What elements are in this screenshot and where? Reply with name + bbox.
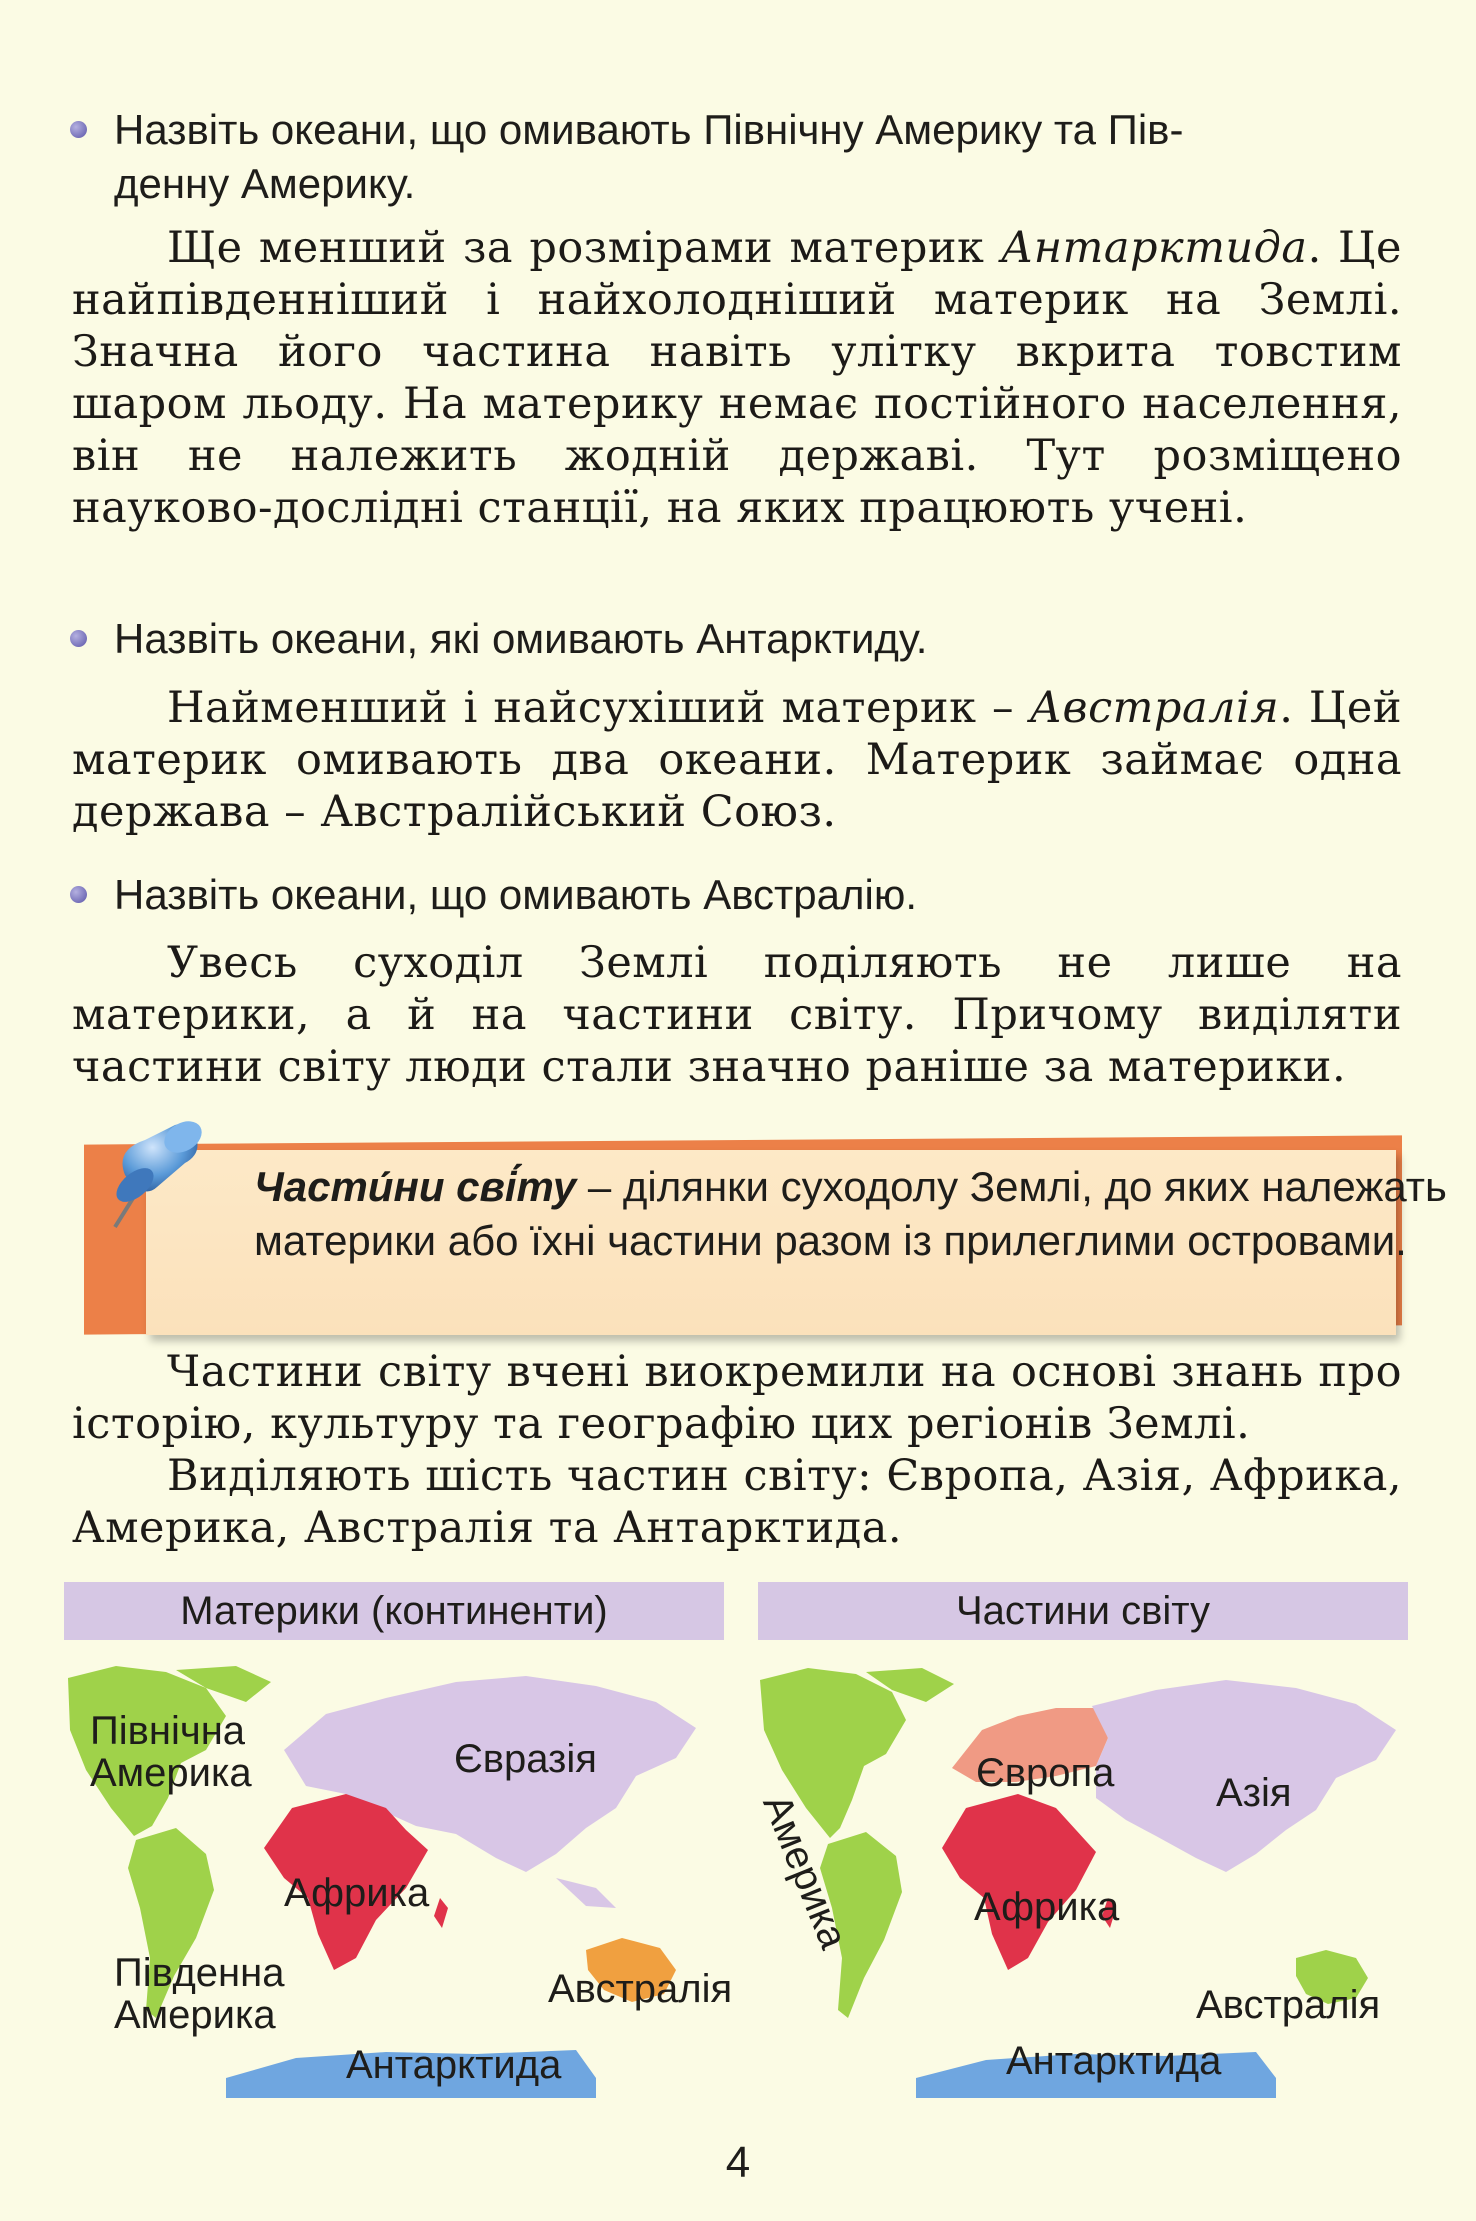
- paragraph-2-rest: . Цей материк омивають два океани. Материк займає одна держава – Австралійський Союз.: [72, 683, 1402, 837]
- label-north-america-2: Америка: [90, 1751, 252, 1795]
- label-antarctica: Антарктида: [1006, 2039, 1222, 2083]
- paragraph-3-text: Увесь суходіл Землі поділяють не лише на материки, а й на частини світу. Причому виділяти частини світу люди стали значно раніше за материки.: [72, 938, 1402, 1092]
- definition-term: Части́ни сві́ту: [254, 1163, 577, 1210]
- paragraph-1-rest: . Це найпівденніший і найхолодніший материк на Землі. Значна його частина навіть улітку вкрита товстим шаром льоду. На материку немає постійного населення, він не належить жодній державі. Тут розміщено науково-дослідні станції, на яких працюють учені.: [72, 223, 1402, 533]
- label-africa: Африка: [284, 1871, 430, 1915]
- label-australia: Австралія: [548, 1967, 733, 2011]
- label-antarctica: Антарктида: [346, 2043, 562, 2087]
- bullet-icon: [70, 630, 87, 647]
- question-1-line-1: Назвіть океани, що омивають Північну Америку та Пів-: [114, 106, 1184, 153]
- paragraph-world-parts-basis: [72, 1346, 1402, 1450]
- label-australia: Австралія: [1196, 1983, 1381, 2027]
- paragraph-antarctica: [72, 222, 1402, 534]
- bullet-icon: [70, 886, 87, 903]
- paragraph-world-parts: [72, 937, 1402, 1093]
- question-3-text: Назвіть океани, що омивають Австралію.: [114, 871, 918, 918]
- bullet-icon: [70, 121, 87, 138]
- paragraph-2-start: Найменший і найсухіший материк –: [167, 683, 1030, 733]
- label-europe: Європа: [976, 1751, 1115, 1795]
- map-continents: [56, 1658, 746, 2098]
- map-header-world-parts: Частини світу: [758, 1582, 1408, 1640]
- page-number: 4: [725, 2138, 751, 2187]
- label-south-america-1: Південна: [114, 1951, 285, 1995]
- paragraph-1-start: Ще менший за розмірами материк: [167, 223, 1001, 273]
- question-3: [70, 868, 1410, 922]
- term-antarctica: Антарктида: [1000, 223, 1308, 273]
- label-north-america-1: Північна: [90, 1709, 246, 1753]
- madagascar-shape: [434, 1898, 448, 1928]
- label-south-america-2: Америка: [114, 1993, 276, 2037]
- label-africa: Африка: [974, 1885, 1120, 1929]
- question-1: [70, 103, 1410, 211]
- definition-text: [254, 1160, 1454, 1268]
- map-world-parts: [756, 1658, 1446, 2098]
- definition-body: – ділянки суходолу Землі, до яких належать материки або їхні частини разом із прилеглими островами.: [254, 1163, 1447, 1264]
- term-australia: Австралія: [1029, 683, 1280, 733]
- push-pin-icon: [95, 1115, 225, 1235]
- paragraph-4-text: Частини світу вчені виокремили на основі знань про історію, культуру та географію цих регіонів Землі.: [72, 1347, 1402, 1449]
- paragraph-5-text: Виділяють шість частин світу: Європа, Азія, Африка, Америка, Австралія та Антарктида.: [72, 1451, 1402, 1553]
- question-1-line-2: денну Америку.: [114, 160, 416, 207]
- map-header-continents: Материки (континенти): [64, 1582, 724, 1640]
- label-asia: Азія: [1216, 1771, 1292, 1815]
- label-america: Америка: [754, 1788, 856, 1955]
- islands-shape: [556, 1878, 616, 1908]
- paragraph-six-parts: [72, 1450, 1402, 1554]
- question-2-text: Назвіть океани, які омивають Антарктиду.: [114, 615, 928, 662]
- question-2: [70, 612, 1410, 666]
- africa-shape: [942, 1794, 1096, 1970]
- definition-text-layer: [84, 1140, 1447, 1330]
- label-eurasia: Євразія: [454, 1737, 597, 1781]
- paragraph-australia: [72, 682, 1402, 838]
- world-parts-map-graphic: [756, 1658, 1446, 2098]
